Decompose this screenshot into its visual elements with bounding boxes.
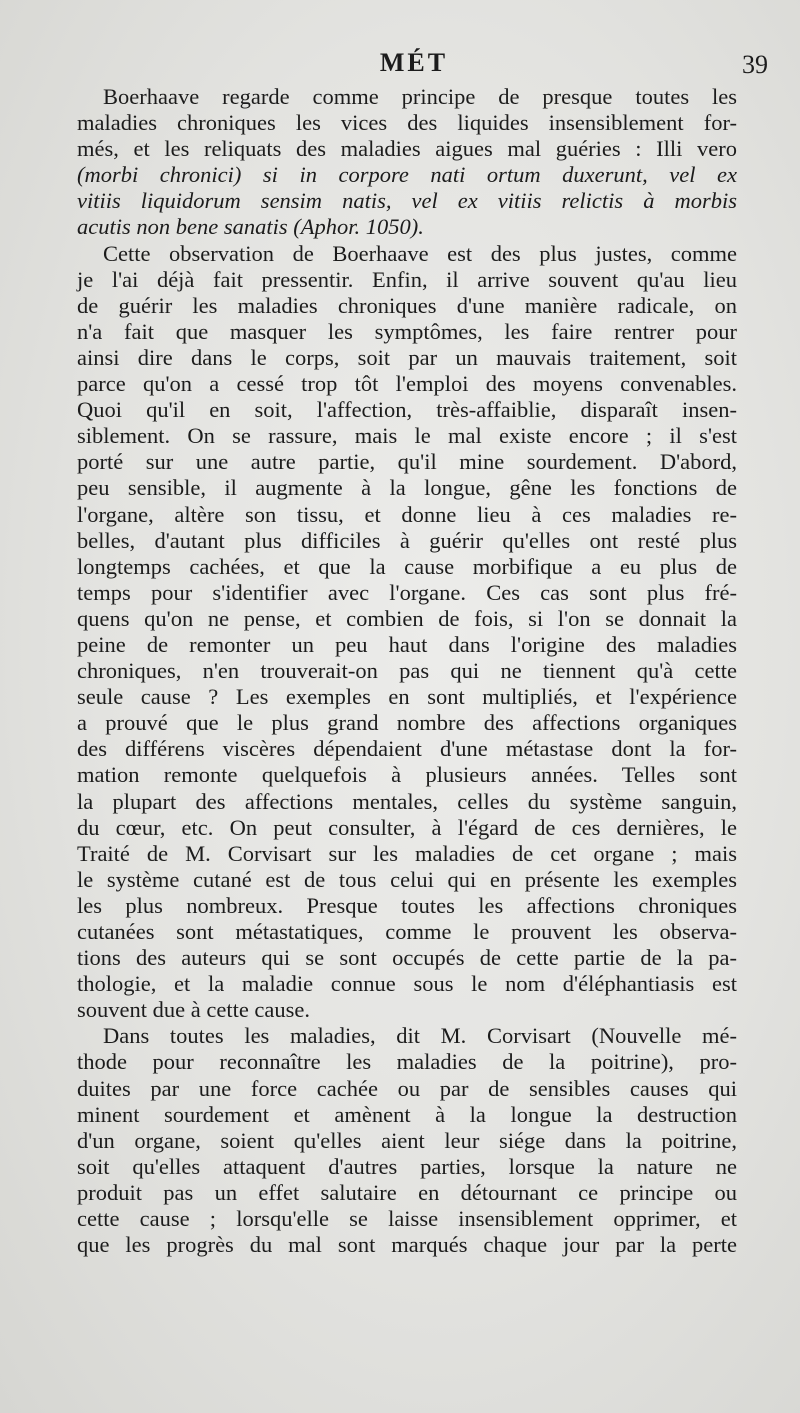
text-line: cutanées sont métastatiques, comme le prouvent les observa- xyxy=(77,919,737,944)
text-line: n'a fait que masquer les symptômes, les faire rentrer pour xyxy=(77,318,737,344)
text-line: thologie, et la maladie connue sous le nom d'éléphantiasis est xyxy=(77,971,737,997)
running-head: MÉT xyxy=(379,48,449,77)
text-line: seule cause ? Les exemples en sont multipliés, et l'expérience xyxy=(77,684,737,710)
text-line: chroniques, n'en trouverait-on pas qui ne tiennent qu'à cette xyxy=(77,658,737,684)
page-number: 39 xyxy=(742,50,768,79)
text-line: acutis non bene sanatis (Aphor. 1050). xyxy=(77,214,424,240)
text-line: cette cause ; lorsqu'elle se laisse insensiblement opprimer, et xyxy=(77,1206,737,1232)
text-line: du cœur, etc. On peut consulter, à l'égard de ces dernières, le xyxy=(77,814,737,840)
text-line: minent sourdement et amènent à la longue la destruction xyxy=(77,1101,737,1127)
text-line: tions des auteurs qui se sont occupés de cette partie de la pa- xyxy=(77,945,737,971)
text-line: Dans toutes les maladies, dit M. Corvisart (Nouvelle mé- xyxy=(103,1023,737,1049)
text-line: soit qu'elles attaquent d'autres parties, lorsque la nature ne xyxy=(77,1153,737,1179)
text-line: de guérir les maladies chroniques d'une manière radicale, on xyxy=(77,292,737,318)
text-line: peine de remonter un peu haut dans l'origine des maladies xyxy=(77,631,737,657)
text-line: més, et les reliquats des maladies aigues mal guéries : Illi vero xyxy=(77,136,737,162)
text-line: ainsi dire dans le corps, soit par un mauvais traitement, soit xyxy=(77,344,737,370)
text-line: souvent due à cette cause. xyxy=(77,997,311,1023)
text-line: siblement. On se rassure, mais le mal existe encore ; il s'est xyxy=(77,423,737,449)
text-line: produit pas un effet salutaire en détournant ce principe ou xyxy=(77,1179,737,1205)
text-line: temps pour s'identifier avec l'organe. Ces cas sont plus fré- xyxy=(77,579,737,605)
text-line: maladies chroniques les vices des liquides insensiblement for- xyxy=(77,110,737,136)
paragraph xyxy=(77,1023,737,1258)
text-line: longtemps cachées, et que la cause morbifique a eu plus de xyxy=(77,553,737,579)
text-line: Traité de M. Corvisart sur les maladies de cet organe ; mais xyxy=(77,840,737,866)
text-line: mation remonte quelquefois à plusieurs années. Telles sont xyxy=(77,762,737,788)
text-line: la plupart des affections mentales, celles du système sanguin, xyxy=(77,788,737,814)
text-line: l'organe, altère son tissu, et donne lieu à ces maladies re- xyxy=(77,501,737,527)
text-line: thode pour reconnaître les maladies de la poitrine), pro- xyxy=(77,1049,737,1075)
paragraph xyxy=(77,84,737,241)
text-line: des différens viscères dépendaient d'une métastase dont la for- xyxy=(77,736,737,762)
text-line: parce qu'on a cessé trop tôt l'emploi des moyens convenables. xyxy=(77,371,737,397)
text-line: que les progrès du mal sont marqués chaque jour par la perte xyxy=(77,1232,737,1258)
text-line: peu sensible, il augmente à la longue, gêne les fonctions de xyxy=(77,475,737,501)
text-line: les plus nombreux. Presque toutes les affections chroniques xyxy=(77,892,737,918)
text-line: d'un organe, soient qu'elles aient leur siége dans la poitrine, xyxy=(77,1127,737,1153)
text-line: porté sur une autre partie, qu'il mine sourdement. D'abord, xyxy=(77,449,737,475)
text-line: Boerhaave regarde comme principe de presque toutes les xyxy=(103,84,737,109)
page-header xyxy=(58,48,770,82)
text-line: duites par une force cachée ou par de sensibles causes qui xyxy=(77,1075,737,1101)
paragraph xyxy=(77,241,737,1024)
text-line: (morbi chronici) si in corpore nati ortum duxerunt, vel ex xyxy=(77,162,737,188)
text-line: quens qu'on ne pense, et combien de fois, si l'on se donnait la xyxy=(77,605,737,631)
text-line: a prouvé que le plus grand nombre des affections organiques xyxy=(77,710,737,736)
text-line: belles, d'autant plus difficiles à guérir qu'elles ont resté plus xyxy=(77,527,737,553)
text-line: je l'ai déjà fait pressentir. Enfin, il arrive souvent qu'au lieu xyxy=(77,266,737,292)
text-line: vitiis liquidorum sensim natis, vel ex vitiis relictis à morbis xyxy=(77,188,737,214)
text-line: le système cutané est de tous celui qui en présente les exemples xyxy=(77,866,737,892)
text-line: Cette observation de Boerhaave est des plus justes, comme xyxy=(103,240,737,266)
text-line: Quoi qu'il en soit, l'affection, très-affaiblie, disparaît insen- xyxy=(77,397,737,423)
body-text xyxy=(77,84,737,1258)
